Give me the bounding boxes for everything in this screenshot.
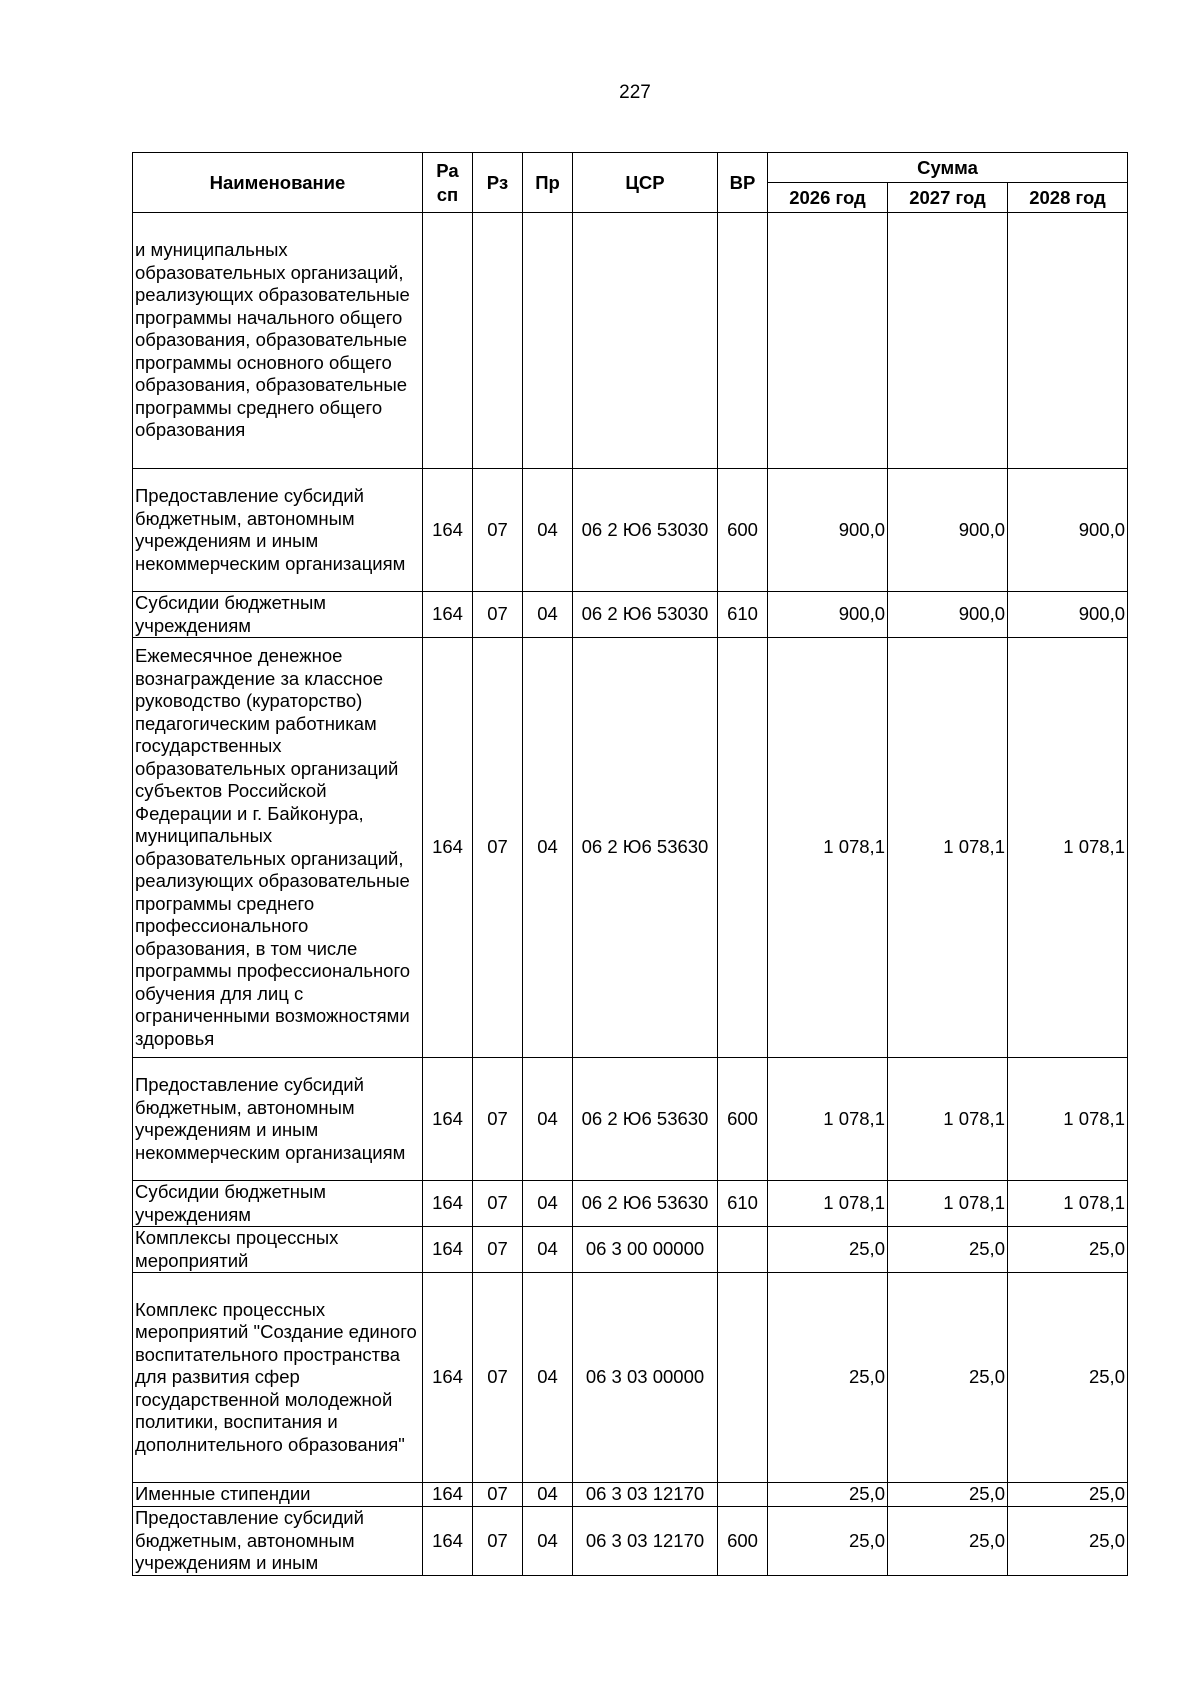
cell-pr: 04 (523, 469, 573, 592)
cell-rasp: 164 (423, 1273, 473, 1483)
cell-rasp: 164 (423, 1507, 473, 1576)
cell-rasp: 164 (423, 638, 473, 1058)
cell-pr: 04 (523, 1483, 573, 1507)
cell-rasp: 164 (423, 592, 473, 638)
cell-rz (473, 213, 523, 469)
table-row (133, 1227, 1128, 1273)
header-vr: ВР (718, 153, 768, 213)
cell-vr: 610 (718, 1181, 768, 1227)
budget-table (132, 152, 1128, 1576)
table-row (133, 469, 1128, 592)
cell-rz: 07 (473, 1227, 523, 1273)
table-row (133, 213, 1128, 469)
cell-sum-2026: 25,0 (768, 1227, 888, 1273)
cell-rasp: 164 (423, 469, 473, 592)
cell-vr: 600 (718, 1507, 768, 1576)
cell-sum-2028: 25,0 (1008, 1273, 1128, 1483)
cell-sum-2026: 1 078,1 (768, 638, 888, 1058)
table-body (133, 213, 1128, 1576)
table-row (133, 1483, 1128, 1507)
cell-name: Субсидии бюджетным учреждениям (133, 592, 423, 638)
cell-sum-2027: 25,0 (888, 1273, 1008, 1483)
cell-sum-2028: 1 078,1 (1008, 638, 1128, 1058)
header-name: Наименование (133, 153, 423, 213)
cell-name: Предоставление субсидий бюджетным, автономным учреждениям и иным некоммерческим организациям (133, 1058, 423, 1181)
cell-pr: 04 (523, 1181, 573, 1227)
cell-pr: 04 (523, 638, 573, 1058)
header-csr: ЦСР (573, 153, 718, 213)
cell-vr: 600 (718, 469, 768, 592)
cell-sum-2028: 25,0 (1008, 1483, 1128, 1507)
table-row (133, 592, 1128, 638)
cell-csr: 06 2 Ю6 53630 (573, 1181, 718, 1227)
cell-pr: 04 (523, 1507, 573, 1576)
table-row (133, 1181, 1128, 1227)
cell-name: Комплекс процессных мероприятий "Создание единого воспитательного пространства для развития сфер государственной молодежной политики, воспитания и дополнительного образования" (133, 1273, 423, 1483)
cell-pr (523, 213, 573, 469)
header-summa: Сумма (768, 153, 1128, 183)
cell-sum-2028 (1008, 213, 1128, 469)
cell-sum-2027 (888, 213, 1008, 469)
cell-sum-2026: 900,0 (768, 592, 888, 638)
cell-rasp: 164 (423, 1058, 473, 1181)
cell-sum-2026: 25,0 (768, 1273, 888, 1483)
cell-name: Комплексы процессных мероприятий (133, 1227, 423, 1273)
cell-vr (718, 1273, 768, 1483)
cell-sum-2027: 25,0 (888, 1507, 1008, 1576)
header-pr: Пр (523, 153, 573, 213)
cell-name: Ежемесячное денежное вознаграждение за классное руководство (кураторство) педагогическим работникам государственных образовательных организаций субъектов Российской Федерации и г. Байконура, муниципальных образовательных организаций, реализующих образовательные программы среднего профессионального образования, в том числе программы профессионального обучения для лиц с ограниченными возможностями здоровья (133, 638, 423, 1058)
cell-sum-2026: 25,0 (768, 1483, 888, 1507)
cell-csr (573, 213, 718, 469)
header-year-2027: 2027 год (888, 183, 1008, 213)
cell-sum-2027: 1 078,1 (888, 638, 1008, 1058)
cell-rz: 07 (473, 1507, 523, 1576)
cell-sum-2027: 1 078,1 (888, 1181, 1008, 1227)
cell-sum-2026 (768, 213, 888, 469)
cell-sum-2027: 25,0 (888, 1483, 1008, 1507)
header-year-2028: 2028 год (1008, 183, 1128, 213)
cell-sum-2028: 900,0 (1008, 592, 1128, 638)
cell-csr: 06 3 03 12170 (573, 1483, 718, 1507)
cell-rz: 07 (473, 1181, 523, 1227)
cell-sum-2027: 900,0 (888, 592, 1008, 638)
cell-rasp: 164 (423, 1227, 473, 1273)
cell-sum-2028: 1 078,1 (1008, 1181, 1128, 1227)
cell-sum-2027: 25,0 (888, 1227, 1008, 1273)
cell-name: Именные стипендии (133, 1483, 423, 1507)
cell-rasp: 164 (423, 1483, 473, 1507)
cell-vr: 610 (718, 592, 768, 638)
cell-pr: 04 (523, 1058, 573, 1181)
cell-csr: 06 3 00 00000 (573, 1227, 718, 1273)
cell-vr: 600 (718, 1058, 768, 1181)
cell-sum-2028: 900,0 (1008, 469, 1128, 592)
table-row (133, 1273, 1128, 1483)
cell-pr: 04 (523, 1273, 573, 1483)
cell-name: Предоставление субсидий бюджетным, автономным учреждениям и иным некоммерческим организациям (133, 469, 423, 592)
cell-csr: 06 2 Ю6 53630 (573, 1058, 718, 1181)
header-rasp: Ра сп (423, 153, 473, 213)
cell-sum-2027: 1 078,1 (888, 1058, 1008, 1181)
cell-sum-2026: 1 078,1 (768, 1058, 888, 1181)
cell-vr (718, 1227, 768, 1273)
cell-vr (718, 638, 768, 1058)
header-row-1 (133, 153, 1128, 183)
cell-name: Предоставление субсидий бюджетным, автономным учреждениям и иным (133, 1507, 423, 1576)
cell-vr (718, 1483, 768, 1507)
cell-csr: 06 2 Ю6 53630 (573, 638, 718, 1058)
header-year-2026: 2026 год (768, 183, 888, 213)
cell-sum-2028: 25,0 (1008, 1227, 1128, 1273)
cell-sum-2026: 1 078,1 (768, 1181, 888, 1227)
cell-csr: 06 3 03 00000 (573, 1273, 718, 1483)
cell-rasp (423, 213, 473, 469)
cell-name: и муниципальных образовательных организаций, реализующих образовательные программы начального общего образования, образовательные программы основного общего образования, образовательные программы среднего общего образования (133, 213, 423, 469)
cell-rz: 07 (473, 1483, 523, 1507)
cell-rz: 07 (473, 1058, 523, 1181)
cell-sum-2027: 900,0 (888, 469, 1008, 592)
cell-sum-2028: 25,0 (1008, 1507, 1128, 1576)
cell-rz: 07 (473, 1273, 523, 1483)
header-rz: Рз (473, 153, 523, 213)
table-row (133, 638, 1128, 1058)
cell-rasp: 164 (423, 1181, 473, 1227)
cell-rz: 07 (473, 638, 523, 1058)
cell-sum-2028: 1 078,1 (1008, 1058, 1128, 1181)
cell-sum-2026: 25,0 (768, 1507, 888, 1576)
cell-csr: 06 2 Ю6 53030 (573, 592, 718, 638)
cell-rz: 07 (473, 592, 523, 638)
cell-rz: 07 (473, 469, 523, 592)
cell-csr: 06 3 03 12170 (573, 1507, 718, 1576)
cell-sum-2026: 900,0 (768, 469, 888, 592)
table-row (133, 1058, 1128, 1181)
cell-csr: 06 2 Ю6 53030 (573, 469, 718, 592)
cell-pr: 04 (523, 592, 573, 638)
page-number: 227 (619, 82, 651, 103)
cell-pr: 04 (523, 1227, 573, 1273)
cell-name: Субсидии бюджетным учреждениям (133, 1181, 423, 1227)
table-row (133, 1507, 1128, 1576)
cell-vr (718, 213, 768, 469)
